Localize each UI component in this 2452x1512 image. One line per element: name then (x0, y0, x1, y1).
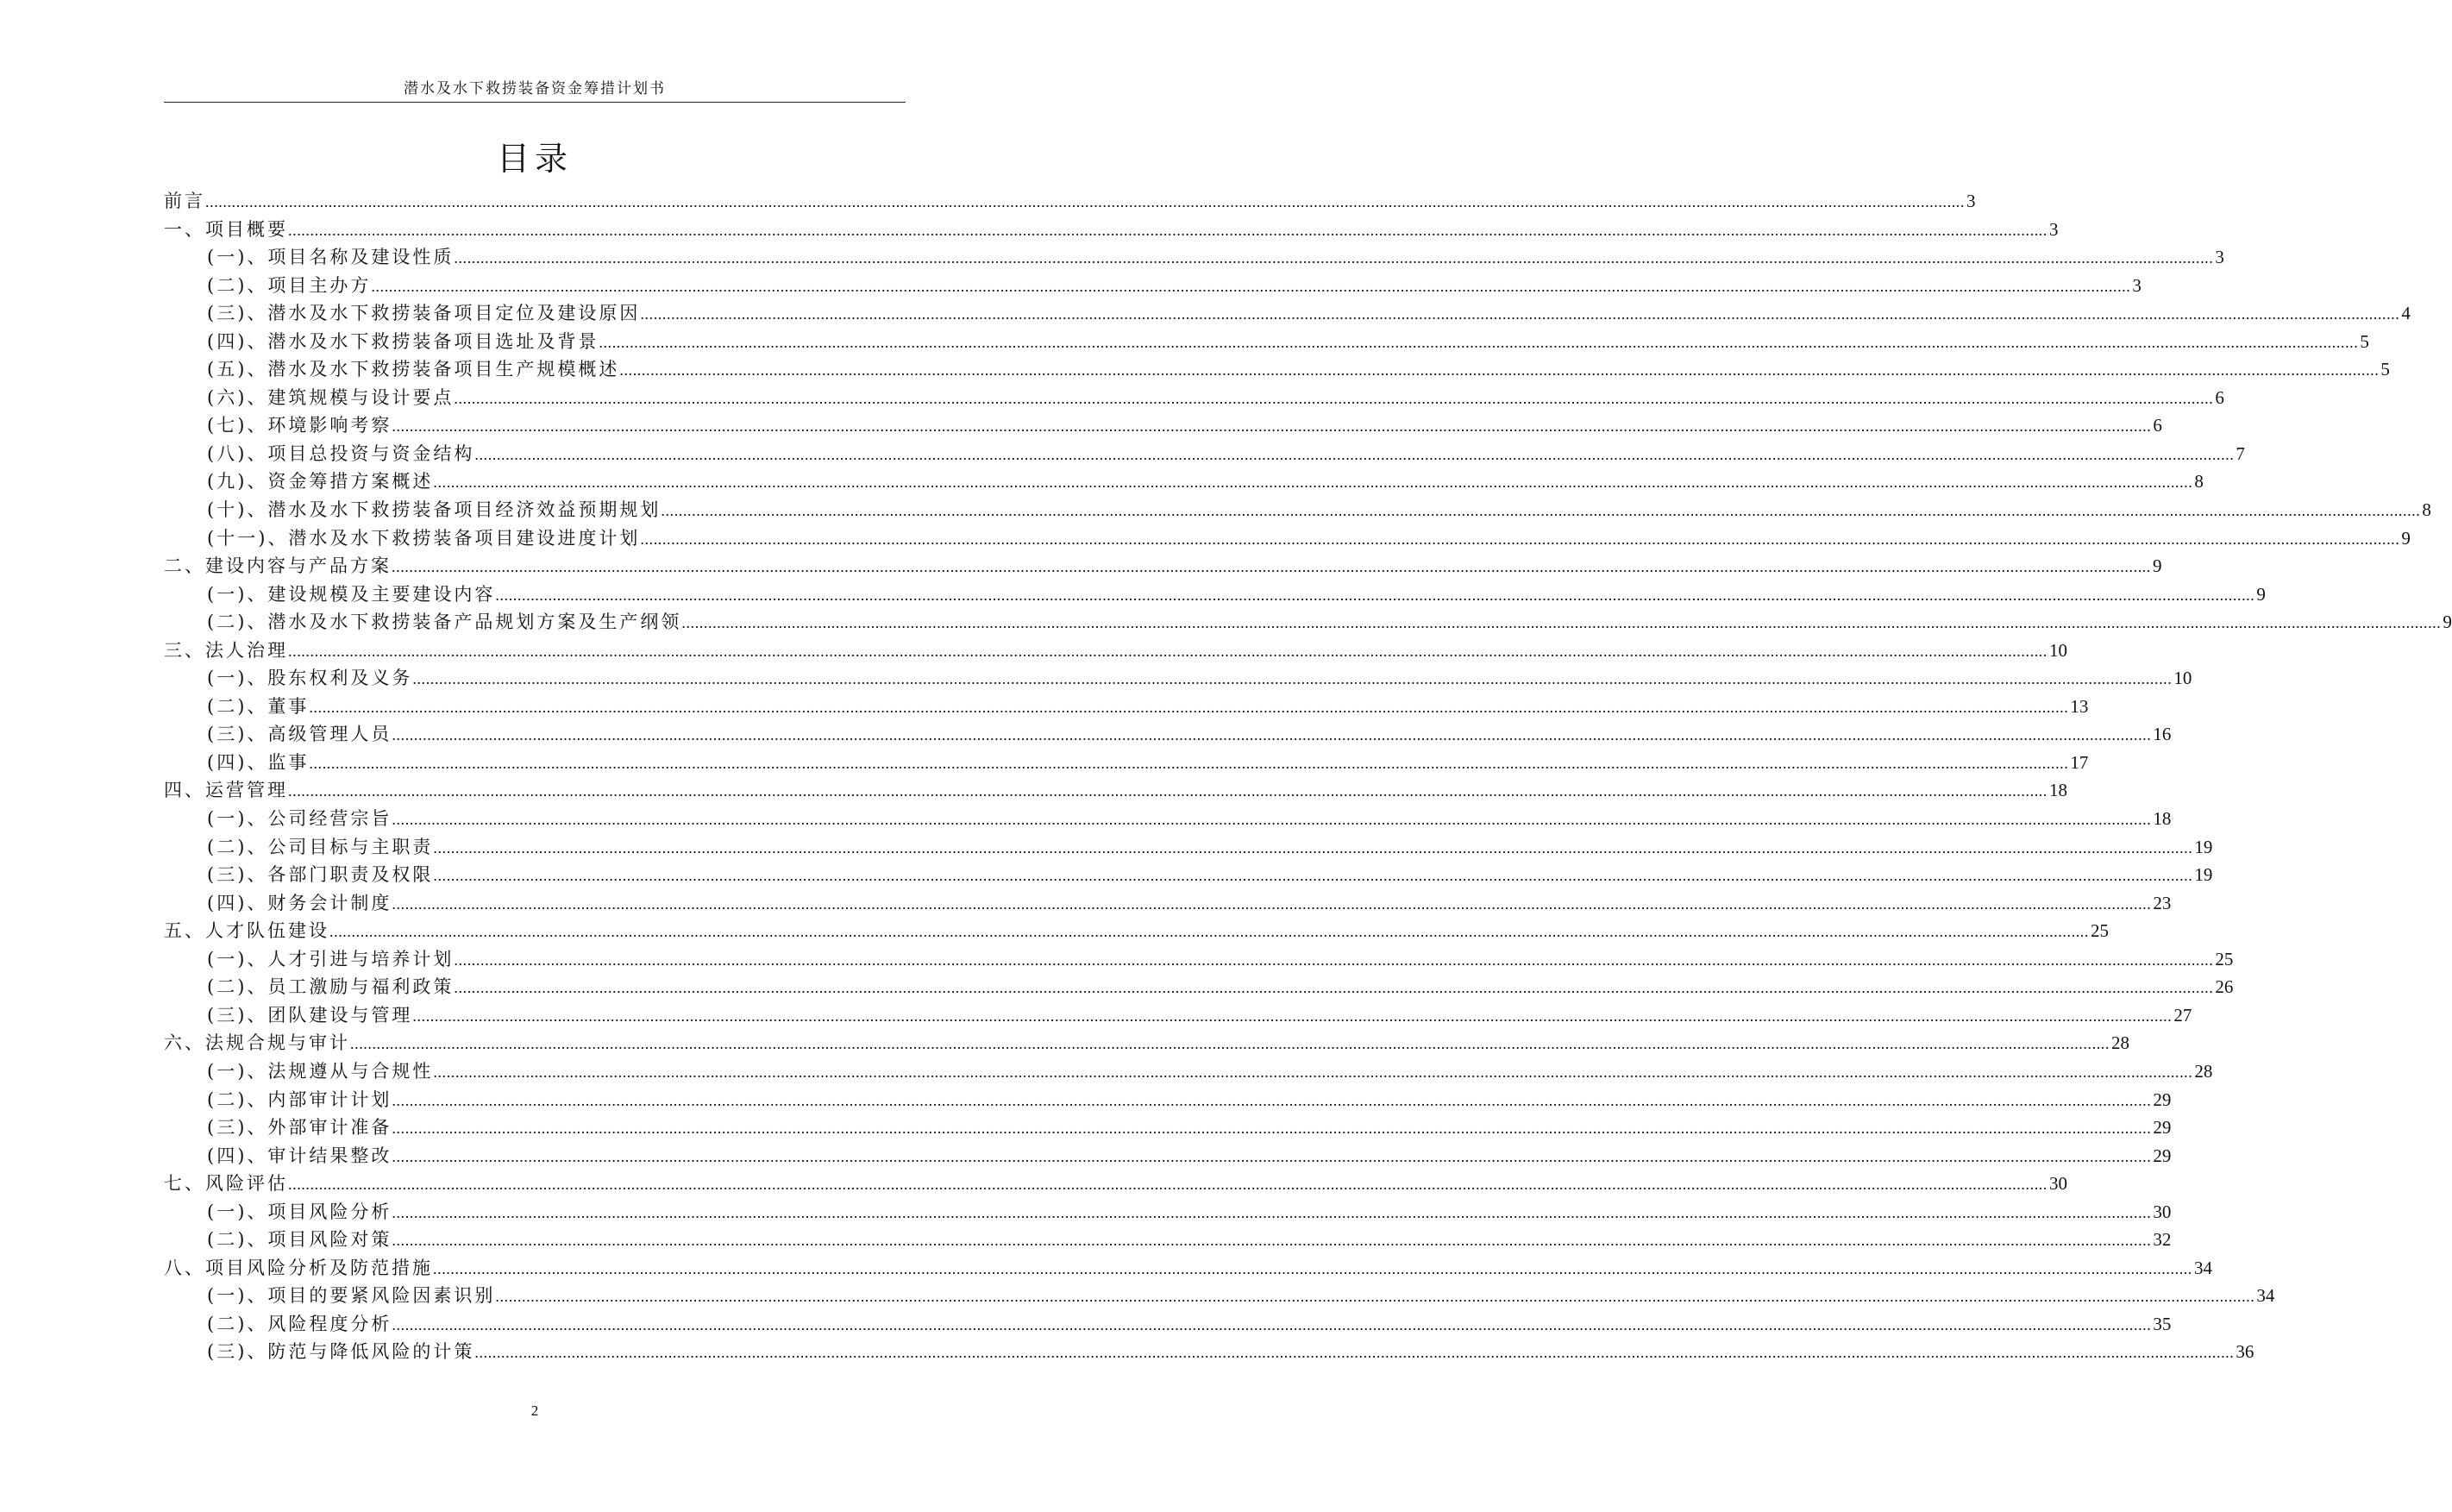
toc-dot-leader: ................................................................................................................................................................................................................................................................................................................................................................................................................ (288, 221, 2048, 239)
toc-dot-leader: ................................................................................................................................................................................................................................................................................................................................................................................................................ (392, 1315, 2152, 1333)
toc-entry-label: (三)、团队建设与管理 (207, 1004, 413, 1026)
toc-dot-leader: ................................................................................................................................................................................................................................................................................................................................................................................................................ (392, 726, 2152, 744)
toc-entry-page-number: 28 (2111, 1032, 2129, 1054)
toc-entry-page-number: 34 (2256, 1285, 2275, 1307)
toc-section-entry[interactable] (164, 328, 2369, 356)
toc-section-entry[interactable] (164, 1057, 2213, 1086)
toc-dot-leader: ................................................................................................................................................................................................................................................................................................................................................................................................................ (392, 1232, 2152, 1250)
toc-section-entry[interactable] (164, 1282, 2275, 1310)
toc-dot-leader: ................................................................................................................................................................................................................................................................................................................................................................................................................ (454, 389, 2214, 407)
toc-entry-label: (一)、人才引进与培养计划 (207, 948, 455, 969)
toc-entry-label: (二)、内部审计计划 (207, 1089, 392, 1110)
toc-entry-page-number: 3 (1966, 191, 1976, 211)
toc-dot-leader: ................................................................................................................................................................................................................................................................................................................................................................................................................ (495, 1288, 2255, 1306)
toc-entry-page-number: 9 (2443, 612, 2452, 633)
toc-entry-page-number: 13 (2070, 695, 2089, 717)
toc-dot-leader: ................................................................................................................................................................................................................................................................................................................................................................................................................ (640, 305, 2400, 323)
toc-section-entry[interactable] (164, 720, 2172, 749)
toc-entry-page-number: 4 (2401, 303, 2411, 324)
toc-entry-label: 二、建设内容与产品方案 (164, 555, 392, 577)
toc-entry-label: (二)、项目风险对策 (207, 1229, 392, 1251)
toc-dot-leader: ................................................................................................................................................................................................................................................................................................................................................................................................................ (288, 782, 2048, 800)
toc-entry-page-number: 34 (2194, 1257, 2212, 1278)
toc-chapter-entry[interactable] (164, 1170, 2067, 1198)
toc-entry-label: (三)、潜水及水下救捞装备项目定位及建设原因 (207, 303, 641, 324)
toc-entry-page-number: 36 (2236, 1341, 2254, 1363)
toc-entry-label: 四、运营管理 (164, 780, 288, 801)
toc-chapter-entry[interactable] (164, 917, 2109, 945)
toc-entry-page-number: 9 (2256, 583, 2266, 605)
toc-entry-label: (四)、审计结果整改 (207, 1145, 392, 1166)
toc-section-entry[interactable] (164, 1142, 2172, 1170)
toc-entry-label: (六)、建筑规模与设计要点 (207, 386, 455, 408)
toc-chapter-entry[interactable] (164, 1254, 2212, 1283)
toc-entry-label: (二)、风险程度分析 (207, 1313, 392, 1334)
toc-dot-leader: ................................................................................................................................................................................................................................................................................................................................................................................................................ (412, 670, 2173, 688)
toc-chapter-entry[interactable] (164, 776, 2067, 805)
toc-dot-leader: ................................................................................................................................................................................................................................................................................................................................................................................................................ (454, 979, 2214, 997)
toc-entry-page-number: 9 (2153, 555, 2162, 577)
toc-entry-page-number: 6 (2215, 386, 2224, 408)
toc-entry-page-number: 19 (2194, 836, 2213, 857)
toc-chapter-entry[interactable] (164, 637, 2067, 665)
toc-entry-page-number: 3 (2049, 218, 2059, 240)
toc-entry-label: (二)、项目主办方 (207, 274, 372, 296)
toc-dot-leader: ................................................................................................................................................................................................................................................................................................................................................................................................................ (474, 1344, 2235, 1362)
toc-dot-leader: ................................................................................................................................................................................................................................................................................................................................................................................................................ (454, 950, 2214, 969)
toc-dot-leader: ................................................................................................................................................................................................................................................................................................................................................................................................................ (661, 502, 2421, 520)
toc-entry-page-number: 5 (2380, 359, 2390, 380)
toc-dot-leader: ................................................................................................................................................................................................................................................................................................................................................................................................................ (392, 558, 2151, 576)
toc-entry-label: (二)、潜水及水下救捞装备产品规划方案及生产纲领 (207, 612, 682, 633)
toc-entry-label: (一)、法规遵从与合规性 (207, 1060, 434, 1082)
toc-section-entry[interactable] (164, 243, 2224, 272)
toc-section-entry[interactable] (164, 1338, 2254, 1366)
toc-dot-leader: ................................................................................................................................................................................................................................................................................................................................................................................................................ (681, 614, 2442, 632)
toc-entry-page-number: 3 (2215, 247, 2224, 268)
toc-dot-leader: ................................................................................................................................................................................................................................................................................................................................................................................................................ (454, 249, 2214, 267)
toc-entry-label: (八)、项目总投资与资金结构 (207, 442, 475, 464)
toc-section-entry[interactable] (164, 973, 2234, 1001)
toc-dot-leader: ................................................................................................................................................................................................................................................................................................................................................................................................................ (392, 1091, 2152, 1109)
toc-section-entry[interactable] (164, 355, 2390, 384)
toc-entry-page-number: 28 (2194, 1060, 2213, 1082)
toc-entry-page-number: 3 (2132, 274, 2142, 296)
toc-section-entry[interactable] (164, 608, 2452, 637)
toc-chapter-entry[interactable] (164, 1029, 2129, 1057)
toc-section-entry[interactable] (164, 496, 2431, 524)
toc-title: 目录 (496, 140, 573, 178)
toc-dot-leader: ................................................................................................................................................................................................................................................................................................................................................................................................................ (495, 586, 2255, 604)
toc-section-entry[interactable] (164, 272, 2142, 300)
toc-entry-label: (一)、股东权利及义务 (207, 668, 413, 689)
toc-dot-leader: ................................................................................................................................................................................................................................................................................................................................................................................................................ (433, 838, 2193, 856)
toc-entry-label: (一)、公司经营宗旨 (207, 808, 392, 830)
toc-entry-label: (三)、各部门职责及权限 (207, 864, 434, 886)
toc-entry-page-number: 30 (2049, 1173, 2067, 1195)
toc-dot-leader: ................................................................................................................................................................................................................................................................................................................................................................................................................ (412, 1007, 2173, 1025)
toc-dot-leader: ................................................................................................................................................................................................................................................................................................................................................................................................................ (371, 277, 2131, 295)
toc-entry-page-number: 25 (2215, 948, 2234, 969)
toc-entry-label: (二)、公司目标与主职责 (207, 836, 434, 857)
toc-entry-page-number: 7 (2236, 442, 2245, 464)
toc-entry-page-number: 32 (2153, 1229, 2172, 1251)
toc-entry-label: (一)、项目名称及建设性质 (207, 247, 455, 268)
toc-section-entry[interactable] (164, 861, 2213, 889)
toc-dot-leader: ................................................................................................................................................................................................................................................................................................................................................................................................................ (309, 698, 2069, 716)
toc-entry-label: 六、法规合规与审计 (164, 1032, 350, 1054)
toc-section-entry[interactable] (164, 805, 2172, 833)
toc-dot-leader: ................................................................................................................................................................................................................................................................................................................................................................................................................ (599, 333, 2359, 351)
toc-entry-label: (四)、潜水及水下救捞装备项目选址及背景 (207, 330, 599, 352)
toc-entry-label: (三)、外部审计准备 (207, 1117, 392, 1139)
toc-section-entry[interactable] (164, 945, 2234, 974)
toc-chapter-entry[interactable] (164, 187, 1976, 216)
toc-entry-label: (一)、建设规模及主要建设内容 (207, 583, 496, 605)
toc-dot-leader: ................................................................................................................................................................................................................................................................................................................................................................................................................ (392, 417, 2152, 436)
toc-entry-label: 七、风险评估 (164, 1173, 288, 1195)
toc-entry-page-number: 16 (2153, 724, 2172, 745)
toc-entry-page-number: 29 (2153, 1117, 2172, 1139)
toc-entry-page-number: 6 (2153, 415, 2162, 436)
toc-entry-label: (九)、资金筹措方案概述 (207, 471, 434, 492)
toc-entry-page-number: 18 (2153, 808, 2172, 830)
toc-dot-leader: ................................................................................................................................................................................................................................................................................................................................................................................................................ (392, 1120, 2152, 1138)
toc-dot-leader: ................................................................................................................................................................................................................................................................................................................................................................................................................ (433, 867, 2193, 885)
toc-section-entry[interactable] (164, 664, 2192, 693)
toc-dot-leader: ................................................................................................................................................................................................................................................................................................................................................................................................................ (350, 1035, 2110, 1053)
toc-chapter-entry[interactable] (164, 216, 2059, 244)
toc-dot-leader: ................................................................................................................................................................................................................................................................................................................................................................................................................ (309, 754, 2069, 772)
toc-entry-label: (四)、财务会计制度 (207, 892, 392, 913)
toc-dot-leader: ................................................................................................................................................................................................................................................................................................................................................................................................................ (433, 1063, 2193, 1081)
toc-dot-leader: ................................................................................................................................................................................................................................................................................................................................................................................................................ (392, 1147, 2152, 1165)
toc-entry-label: (二)、员工激励与福利政策 (207, 976, 455, 998)
toc-entry-label: (五)、潜水及水下救捞装备项目生产规模概述 (207, 359, 620, 380)
toc-entry-label: 一、项目概要 (164, 218, 288, 240)
toc-entry-label: (三)、防范与降低风险的计策 (207, 1341, 475, 1363)
table-of-contents (164, 187, 2452, 1366)
toc-entry-label: 八、项目风险分析及防范措施 (164, 1257, 433, 1278)
toc-entry-page-number: 25 (2091, 920, 2109, 942)
toc-section-entry[interactable] (164, 440, 2245, 468)
toc-entry-page-number: 9 (2401, 527, 2411, 549)
toc-entry-page-number: 30 (2153, 1201, 2172, 1222)
toc-section-entry[interactable] (164, 411, 2162, 440)
toc-dot-leader: ................................................................................................................................................................................................................................................................................................................................................................................................................ (392, 1203, 2152, 1221)
toc-section-entry[interactable] (164, 524, 2411, 553)
toc-entry-page-number: 10 (2173, 668, 2192, 689)
toc-entry-label: 前言 (164, 191, 205, 211)
toc-entry-label: (一)、项目风险分析 (207, 1201, 392, 1222)
toc-section-entry[interactable] (164, 1310, 2172, 1339)
toc-section-entry[interactable] (164, 833, 2213, 862)
toc-entry-page-number: 8 (2194, 471, 2204, 492)
page-number: 2 (530, 1402, 539, 1419)
running-header: 潜水及水下救捞装备资金筹措计划书 (404, 80, 666, 97)
toc-entry-page-number: 26 (2215, 976, 2234, 998)
toc-entry-label: (一)、项目的要紧风险因素识别 (207, 1285, 496, 1307)
toc-dot-leader: ................................................................................................................................................................................................................................................................................................................................................................................................................ (329, 923, 2089, 941)
toc-dot-leader: ................................................................................................................................................................................................................................................................................................................................................................................................................ (392, 894, 2152, 913)
toc-section-entry[interactable] (164, 889, 2172, 918)
toc-entry-label: (七)、环境影响考察 (207, 415, 392, 436)
toc-entry-page-number: 35 (2153, 1313, 2172, 1334)
toc-dot-leader: ................................................................................................................................................................................................................................................................................................................................................................................................................ (205, 193, 1965, 210)
toc-section-entry[interactable] (164, 749, 2089, 777)
toc-entry-page-number: 29 (2153, 1145, 2172, 1166)
toc-entry-label: 五、人才队伍建设 (164, 920, 329, 942)
toc-entry-label: (二)、董事 (207, 695, 310, 717)
toc-section-entry[interactable] (164, 1086, 2172, 1114)
toc-entry-label: (四)、监事 (207, 751, 310, 773)
header-divider (164, 102, 906, 103)
toc-entry-page-number: 23 (2153, 892, 2172, 913)
toc-dot-leader: ................................................................................................................................................................................................................................................................................................................................................................................................................ (474, 445, 2235, 463)
toc-entry-label: (三)、高级管理人员 (207, 724, 392, 745)
toc-dot-leader: ................................................................................................................................................................................................................................................................................................................................................................................................................ (619, 361, 2380, 380)
toc-entry-label: (十一)、潜水及水下救捞装备项目建设进度计划 (207, 527, 641, 549)
toc-chapter-entry[interactable] (164, 552, 2162, 580)
toc-entry-page-number: 29 (2153, 1089, 2172, 1110)
toc-entry-page-number: 27 (2173, 1004, 2192, 1026)
toc-entry-page-number: 10 (2049, 639, 2067, 661)
toc-section-entry[interactable] (164, 693, 2089, 721)
toc-section-entry[interactable] (164, 580, 2266, 609)
toc-dot-leader: ................................................................................................................................................................................................................................................................................................................................................................................................................ (288, 1176, 2048, 1194)
toc-dot-leader: ................................................................................................................................................................................................................................................................................................................................................................................................................ (433, 1259, 2192, 1277)
toc-section-entry[interactable] (164, 1114, 2172, 1142)
toc-entry-label: (十)、潜水及水下救捞装备项目经济效益预期规划 (207, 499, 662, 521)
toc-section-entry[interactable] (164, 384, 2224, 412)
toc-dot-leader: ................................................................................................................................................................................................................................................................................................................................................................................................................ (433, 474, 2193, 492)
toc-entry-page-number: 17 (2070, 751, 2089, 773)
toc-entry-page-number: 18 (2049, 780, 2067, 801)
toc-entry-page-number: 19 (2194, 864, 2213, 886)
toc-section-entry[interactable] (164, 1226, 2172, 1254)
toc-entry-page-number: 8 (2422, 499, 2431, 521)
toc-dot-leader: ................................................................................................................................................................................................................................................................................................................................................................................................................ (288, 642, 2048, 660)
toc-section-entry[interactable] (164, 1001, 2192, 1030)
toc-dot-leader: ................................................................................................................................................................................................................................................................................................................................................................................................................ (392, 811, 2152, 829)
toc-entry-page-number: 5 (2360, 330, 2369, 352)
toc-section-entry[interactable] (164, 1198, 2172, 1227)
toc-section-entry[interactable] (164, 299, 2411, 328)
toc-entry-label: 三、法人治理 (164, 639, 288, 661)
toc-section-entry[interactable] (164, 467, 2204, 496)
toc-dot-leader: ................................................................................................................................................................................................................................................................................................................................................................................................................ (640, 530, 2400, 548)
